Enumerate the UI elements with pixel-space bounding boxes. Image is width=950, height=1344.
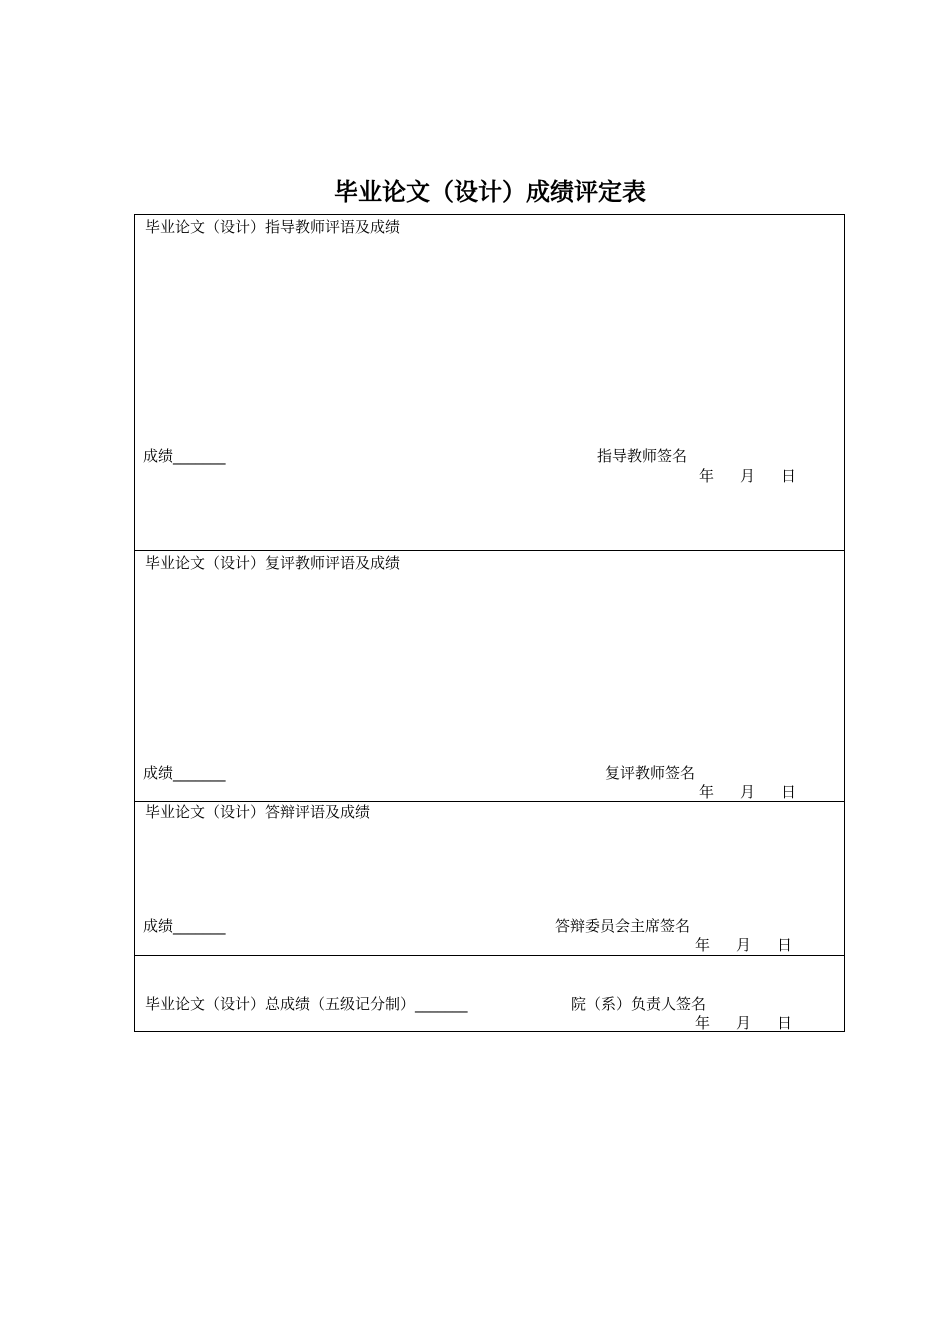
date-line xyxy=(695,935,792,955)
grade-field[interactable]: 成绩_______ xyxy=(143,917,226,935)
date-year: 年 xyxy=(695,1014,711,1032)
page-title: 毕业论文（设计）成绩评定表 xyxy=(334,178,646,206)
section-heading: 毕业论文（设计）指导教师评语及成绩 xyxy=(145,218,401,236)
signature-label: 指导教师签名 xyxy=(597,447,688,465)
section-heading: 毕业论文（设计）复评教师评语及成绩 xyxy=(145,554,401,572)
reviewer-comment-section xyxy=(135,551,844,802)
signature-label: 复评教师签名 xyxy=(605,764,696,782)
grade-field[interactable]: 成绩_______ xyxy=(143,764,226,782)
date-line xyxy=(699,466,796,486)
grade-field[interactable]: 成绩_______ xyxy=(143,447,226,465)
signature-label: 院（系）负责人签名 xyxy=(571,995,707,1013)
date-year: 年 xyxy=(699,783,715,801)
overall-grade-section xyxy=(135,956,844,1033)
overall-grade-field[interactable]: 毕业论文（设计）总成绩（五级记分制）_______ xyxy=(145,995,468,1013)
advisor-comment-section xyxy=(135,215,844,551)
defense-comment-section xyxy=(135,802,844,956)
section-heading: 毕业论文（设计）答辩评语及成绩 xyxy=(145,803,371,821)
date-year: 年 xyxy=(699,467,715,485)
date-day: 日 xyxy=(781,467,797,485)
date-day: 日 xyxy=(777,936,793,954)
date-line xyxy=(699,782,796,802)
signature-label: 答辩委员会主席签名 xyxy=(555,917,691,935)
date-month: 月 xyxy=(736,1014,752,1032)
date-day: 日 xyxy=(777,1014,793,1032)
date-month: 月 xyxy=(740,467,756,485)
date-month: 月 xyxy=(736,936,752,954)
date-month: 月 xyxy=(740,783,756,801)
date-year: 年 xyxy=(695,936,711,954)
date-line xyxy=(695,1013,792,1033)
evaluation-form-table xyxy=(134,214,845,1032)
date-day: 日 xyxy=(781,783,797,801)
